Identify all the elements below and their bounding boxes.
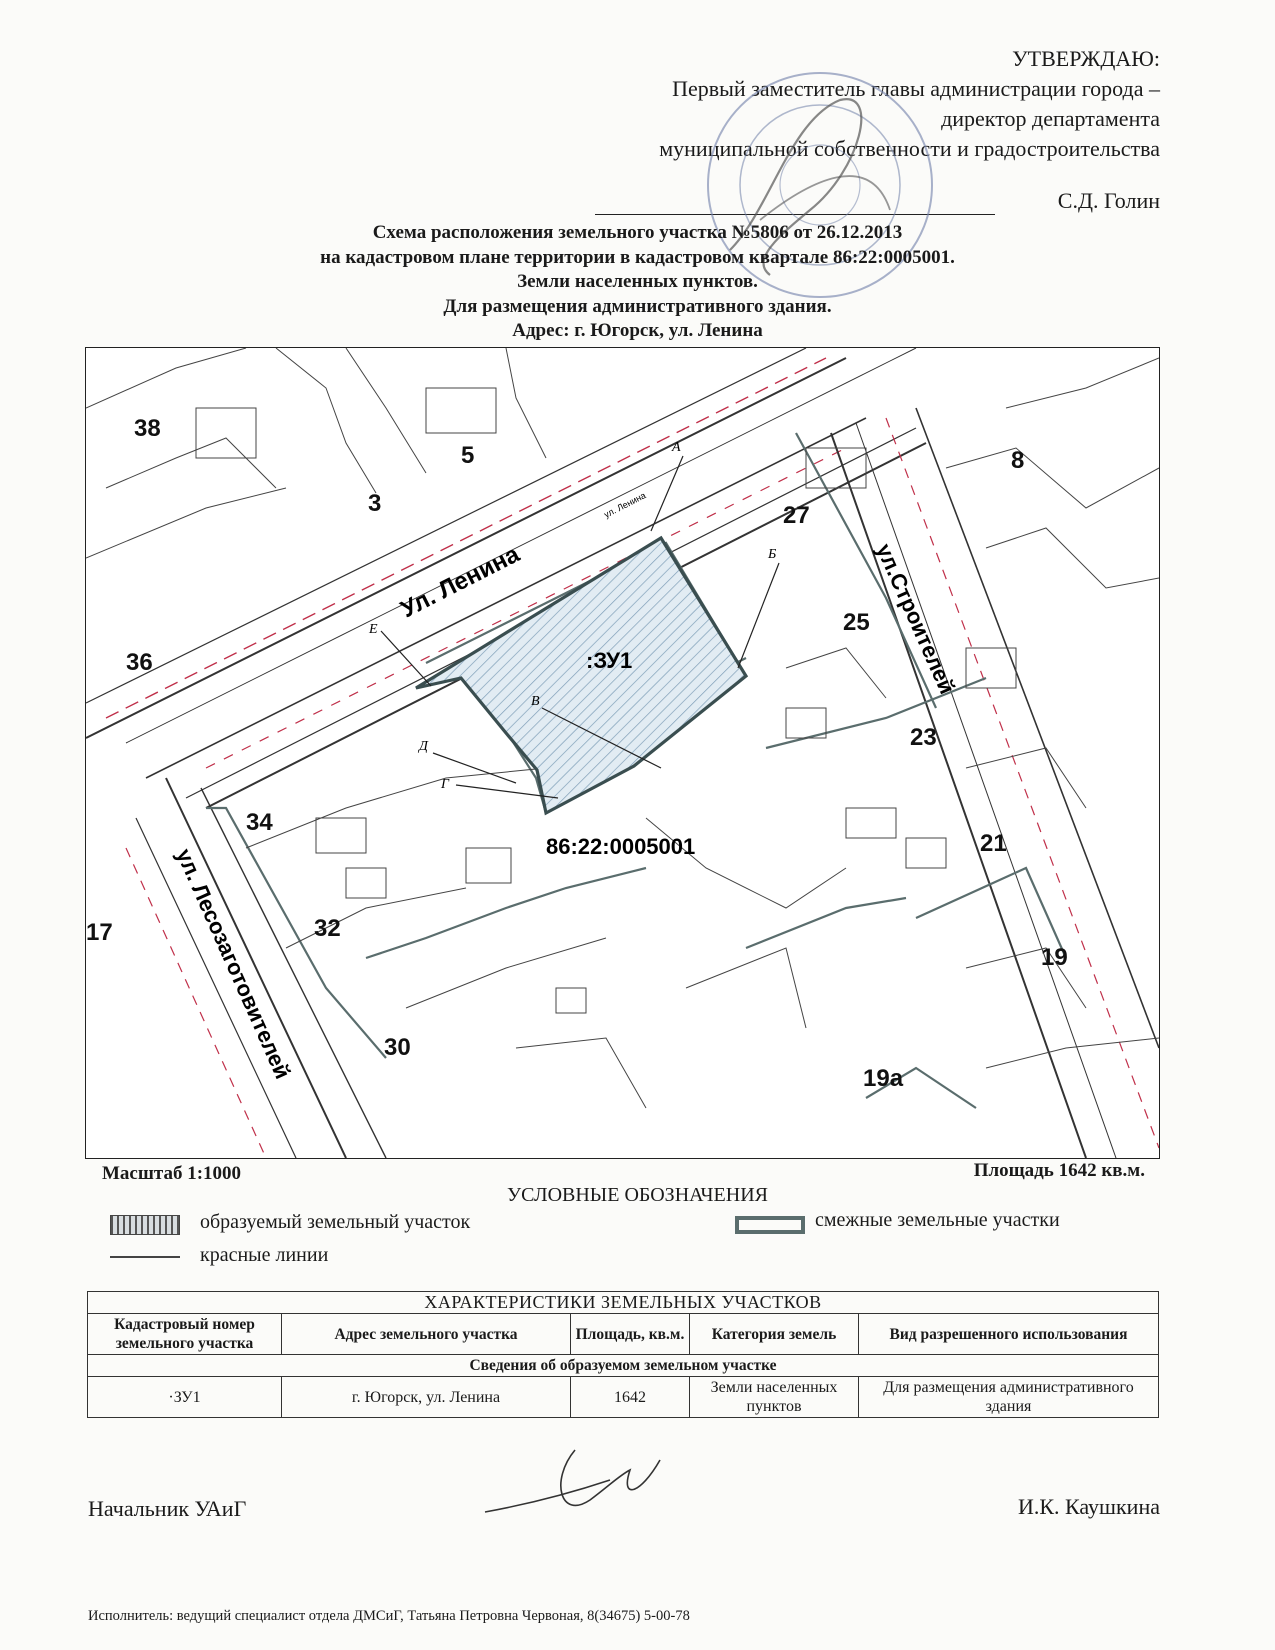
characteristics-table [87, 1291, 1159, 1418]
cell-cadastral-number: ·ЗУ1 [88, 1377, 282, 1418]
stroiteley-street-lines [831, 408, 1159, 1158]
house-27: 27 [783, 502, 810, 529]
chief-title: Начальник УАиГ [88, 1496, 247, 1521]
cell-category: Земли населенных пунктов [690, 1377, 859, 1418]
street-lenina-small-label: ул. Ленина [602, 490, 648, 520]
house-19a: 19а [863, 1065, 904, 1092]
approver-name: С.Д. Голин [1057, 188, 1160, 213]
point-v: В [531, 694, 540, 709]
house-3: 3 [368, 490, 382, 517]
house-30: 30 [384, 1034, 411, 1061]
house-5: 5 [461, 442, 475, 469]
table-row [88, 1377, 1159, 1418]
legend-adjacent-label: смежные земельные участки [815, 1209, 1060, 1231]
legend-red-lines-label: красные линии [200, 1244, 329, 1266]
point-g: Г [441, 777, 449, 792]
title-line-1: Схема расположения земельного участка №5806 от 26.12.2013 [372, 222, 903, 243]
map-scale: Масштаб 1:1000 [102, 1163, 242, 1184]
executor-line: Исполнитель: ведущий специалист отдела ДМСиГ, Татьяна Петровна Червоная, 8(34675) 5-00-78 [88, 1608, 690, 1624]
house-23: 23 [910, 724, 937, 751]
cell-permitted-use: Для размещения административного здания [859, 1377, 1159, 1418]
title-line-5: Адрес: г. Югорск, ул. Ленина [512, 320, 763, 341]
table-title: ХАРАКТЕРИСТИКИ ЗЕМЕЛЬНЫХ УЧАСТКОВ [88, 1292, 1159, 1314]
point-a: А [672, 440, 681, 455]
street-lenina-label: Ул. Ленина [396, 540, 524, 624]
col-category: Категория земель [690, 1314, 859, 1355]
position-line-2: директор департамента [941, 106, 1160, 131]
house-34: 34 [246, 809, 273, 836]
position-line-3: муниципальной собственности и градостроительства [659, 136, 1160, 161]
position-line-1: Первый заместитель главы администрации города – [672, 76, 1160, 101]
title-line-2: на кадастровом плане территории в кадастровом квартале 86:22:0005001. [320, 246, 955, 268]
street-stroiteley-label: ул.Строителей [871, 539, 960, 698]
house-17: 17 [86, 919, 113, 946]
title-line-3: Земли населенных пунктов. [517, 271, 758, 292]
house-21: 21 [980, 830, 1007, 857]
house-32: 32 [314, 915, 341, 942]
col-permitted-use: Вид разрешенного использования [859, 1314, 1159, 1355]
house-38: 38 [134, 415, 161, 442]
house-8: 8 [1011, 447, 1025, 474]
house-25: 25 [843, 609, 870, 636]
legend-formed-swatch [110, 1215, 180, 1235]
title-line-4: Для размещения административного здания. [443, 295, 832, 317]
legend-formed-label: образуемый земельный участок [200, 1211, 471, 1233]
point-e: Е [369, 622, 378, 637]
street-lesozagotoviteley-label: ул. Лесозаготовителей [171, 844, 296, 1083]
point-d: Д [419, 739, 428, 754]
house-36: 36 [126, 649, 153, 676]
parcel-label: :ЗУ1 [586, 648, 633, 673]
point-b: Б [768, 547, 777, 562]
table-section: Сведения об образуемом земельном участке [88, 1355, 1159, 1377]
legend-title: УСЛОВНЫЕ ОБОЗНАЧЕНИЯ [507, 1184, 768, 1206]
house-19: 19 [1041, 944, 1068, 971]
adjacent-parcels [206, 433, 1066, 1108]
approve-word: УТВЕРЖДАЮ: [1012, 46, 1160, 71]
parcel-area: Площадь 1642 кв.м. [973, 1160, 1145, 1181]
col-area: Площадь, кв.м. [571, 1314, 690, 1355]
cell-area: 1642 [571, 1377, 690, 1418]
quarter-label: 86:22:0005001 [546, 834, 696, 859]
legend-adjacent-swatch [735, 1216, 805, 1234]
chief-name: И.К. Каушкина [1017, 1494, 1160, 1519]
cell-address: г. Югорск, ул. Ленина [282, 1377, 571, 1418]
document-title [0, 221, 1275, 344]
col-address: Адрес земельного участка [282, 1314, 571, 1355]
legend-red-line-swatch [110, 1256, 180, 1258]
col-cadastral-number: Кадастровый номер земельного участка [88, 1314, 282, 1355]
cadastral-map [85, 347, 1160, 1159]
chief-signature [480, 1440, 680, 1530]
